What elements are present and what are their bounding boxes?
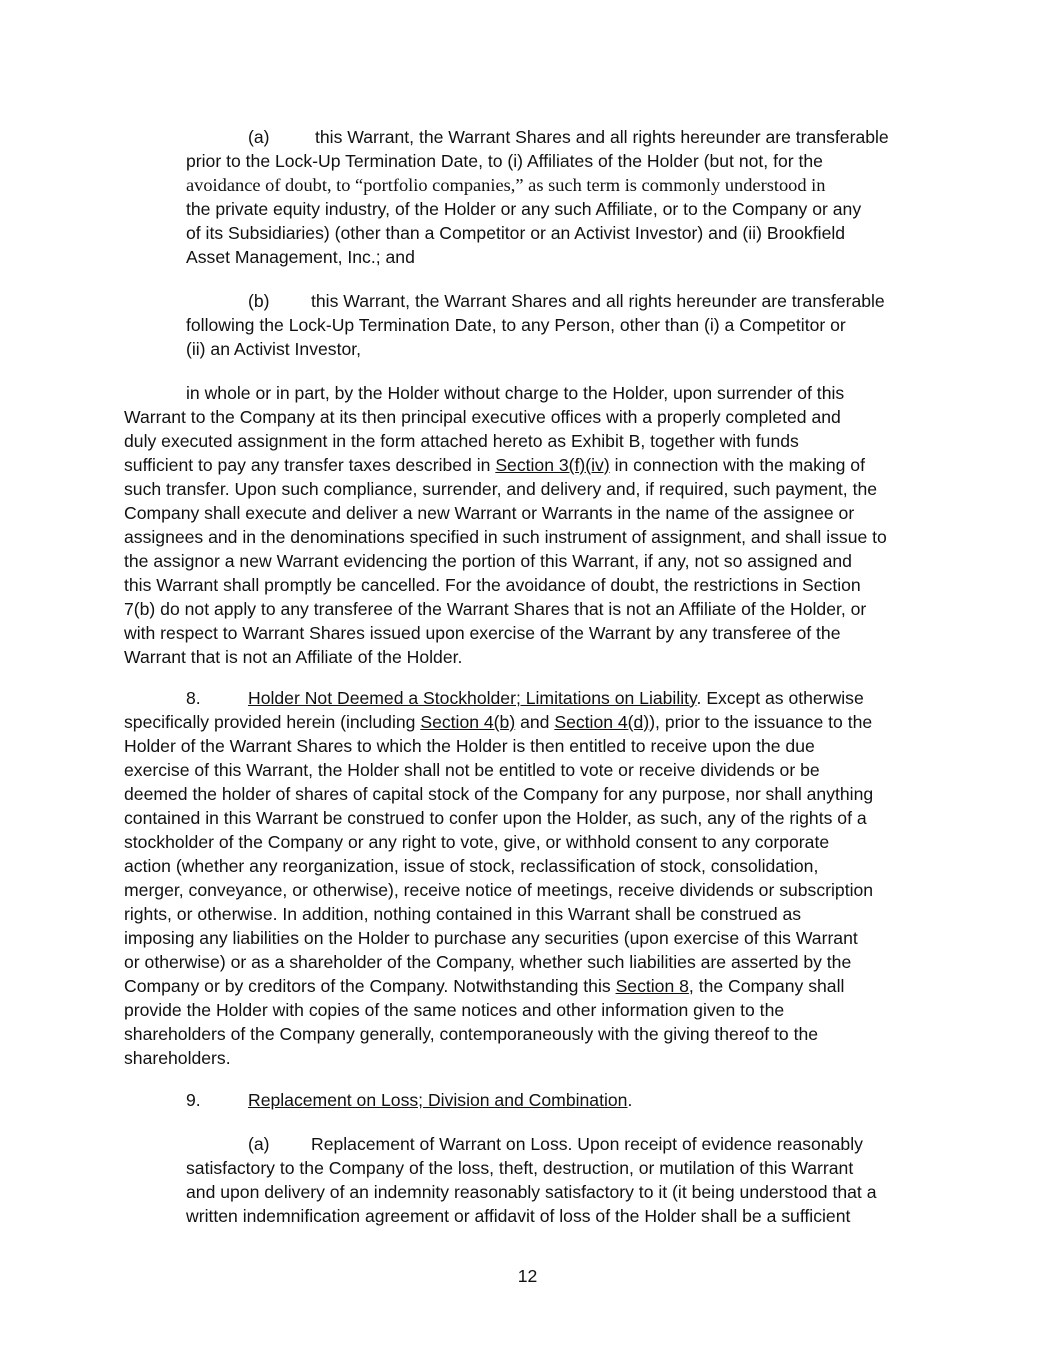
- paragraph-7-tail-line: such transfer. Upon such compliance, surrender, and delivery and, if required, such payment, the: [124, 479, 878, 499]
- section-8-line: exercise of this Warrant, the Holder shall not be entitled to vote or receive dividends or be: [124, 760, 820, 780]
- section-9-number: 9.: [186, 1090, 201, 1110]
- section-8-line: deemed the holder of shares of capital stock of the Company for any purpose, nor shall anything: [124, 784, 874, 804]
- paragraph-7-tail-line: 7(b) do not apply to any transferee of the Warrant Shares that is not an Affiliate of the Holder, or: [124, 599, 867, 619]
- paragraph-7b-line: following the Lock-Up Termination Date, to any Person, other than (i) a Competitor or: [186, 315, 846, 335]
- section-8-line: provide the Holder with copies of the same notices and other information given to the: [124, 1000, 785, 1020]
- section-8-number: 8.: [186, 688, 201, 708]
- paragraph-7a-line: prior to the Lock-Up Termination Date, to (i) Affiliates of the Holder (but not, for the: [186, 151, 823, 171]
- paragraph-7b-first-line: [186, 289, 885, 313]
- paragraph-7-tail-line: duly executed assignment in the form attached hereto as Exhibit B, together with funds: [124, 431, 799, 451]
- section-8-line: action (whether any reorganization, issue of stock, reclassification of stock, consolidation,: [124, 856, 819, 876]
- paragraph-7-tail-line: [124, 453, 887, 477]
- paragraph-7-tail-first-text: in whole or in part, by the Holder without charge to the Holder, upon surrender of this: [186, 383, 845, 403]
- section-8-line: stockholder of the Company or any right to vote, give, or withhold consent to any corporate: [124, 832, 830, 852]
- section-8: [124, 686, 873, 1070]
- paragraph-9a-first-text: Replacement of Warrant on Loss. Upon receipt of evidence reasonably: [311, 1134, 863, 1154]
- text-run: in connection with the making of: [609, 455, 865, 475]
- section-8-line: rights, or otherwise. In addition, nothing contained in this Warrant shall be construed as: [124, 904, 802, 924]
- paragraph-7a-first-text: this Warrant, the Warrant Shares and all rights hereunder are transferable: [315, 127, 889, 147]
- paragraph-7b-first-text: this Warrant, the Warrant Shares and all rights hereunder are transferable: [311, 291, 885, 311]
- paragraph-7b-line: (ii) an Activist Investor,: [186, 339, 362, 359]
- section-8-line: contained in this Warrant be construed to confer upon the Holder, as such, any of the rights of a: [124, 808, 867, 828]
- text-run: Company or by creditors of the Company. Notwithstanding this: [124, 976, 616, 996]
- section-8-heading-group: [248, 686, 864, 710]
- section-8-line: [124, 710, 873, 734]
- text-run: sufficient to pay any transfer taxes described in: [124, 455, 496, 475]
- section-8-line: Holder of the Warrant Shares to which the Holder is then entitled to receive upon the due: [124, 736, 815, 756]
- paragraph-7-tail-line: Company shall execute and deliver a new Warrant or Warrants in the name of the assignee or: [124, 503, 855, 523]
- paragraph-7-tail-first-line: [124, 381, 887, 405]
- page-number: 12: [517, 1266, 538, 1286]
- paragraph-7a-line: Asset Management, Inc.; and: [186, 247, 415, 267]
- paragraph-7-tail-line: Warrant that is not an Affiliate of the Holder.: [124, 647, 463, 667]
- section-9-heading-group: [248, 1088, 632, 1112]
- paragraph-7a-line: avoidance of doubt, to “portfolio companies,” as such term is commonly understood in: [186, 175, 826, 195]
- text-run: specifically provided herein (including: [124, 712, 421, 732]
- paragraph-7b-label: (b): [248, 291, 270, 311]
- text-run: , the Company shall: [688, 976, 845, 996]
- paragraph-9a-line: written indemnification agreement or affidavit of loss of the Holder shall be a sufficient: [186, 1206, 851, 1226]
- paragraph-9a-line: and upon delivery of an indemnity reasonably satisfactory to it (it being understood that a: [186, 1182, 877, 1202]
- text-run: and: [515, 712, 555, 732]
- paragraph-7-tail-line: assignees and in the denominations specified in such instrument of assignment, and shall issue to: [124, 527, 887, 547]
- section-3fiv-reference: Section 3(f)(iv): [495, 455, 610, 475]
- paragraph-9a-label: (a): [248, 1134, 270, 1154]
- section-9-heading: Replacement on Loss; Division and Combination: [248, 1090, 628, 1110]
- section-8-heading-tail: . Except as otherwise: [696, 688, 864, 708]
- section-8-line: or otherwise) or as a shareholder of the Company, whether such liabilities are asserted by the: [124, 952, 852, 972]
- section-8-line: merger, conveyance, or otherwise), receive notice of meetings, receive dividends or subscription: [124, 880, 874, 900]
- section-4d-reference: Section 4(d): [554, 712, 650, 732]
- section-9-heading-tail: .: [627, 1090, 633, 1110]
- paragraph-7a-first-line: [186, 125, 889, 149]
- paragraph-7-tail-line: the assignor a new Warrant evidencing the portion of this Warrant, if any, not so assigned and: [124, 551, 852, 571]
- section-8-heading-line: [124, 686, 873, 710]
- section-8-heading: Holder Not Deemed a Stockholder; Limitations on Liability: [248, 688, 697, 708]
- paragraph-7-tail: [124, 381, 887, 669]
- section-8-line: imposing any liabilities on the Holder to purchase any securities (upon exercise of this Warrant: [124, 928, 858, 948]
- paragraph-7a-line: the private equity industry, of the Holder or any such Affiliate, or to the Company or any: [186, 199, 862, 219]
- paragraph-7a: [186, 125, 889, 269]
- section-8-line: shareholders.: [124, 1048, 231, 1068]
- paragraph-7-tail-line: with respect to Warrant Shares issued upon exercise of the Warrant by any transferee of the: [124, 623, 841, 643]
- section-8-reference: Section 8: [615, 976, 689, 996]
- paragraph-9a-first-line: [186, 1132, 876, 1156]
- section-4b-reference: Section 4(b): [420, 712, 516, 732]
- paragraph-7a-label: (a): [248, 127, 270, 147]
- paragraph-9a-line: satisfactory to the Company of the loss, theft, destruction, or mutilation of this Warrant: [186, 1158, 854, 1178]
- paragraph-7a-line: of its Subsidiaries) (other than a Competitor or an Activist Investor) and (ii) Brookfield: [186, 223, 846, 243]
- text-run: ), prior to the issuance to the: [649, 712, 873, 732]
- paragraph-7-tail-line: Warrant to the Company at its then principal executive offices with a properly completed and: [124, 407, 841, 427]
- section-8-line: shareholders of the Company generally, contemporaneously with the giving thereof to the: [124, 1024, 819, 1044]
- paragraph-7-tail-line: this Warrant shall promptly be cancelled. For the avoidance of doubt, the restrictions in Section: [124, 575, 861, 595]
- section-8-line: [124, 974, 873, 998]
- paragraph-7b: [186, 289, 885, 361]
- paragraph-9a: [186, 1132, 876, 1228]
